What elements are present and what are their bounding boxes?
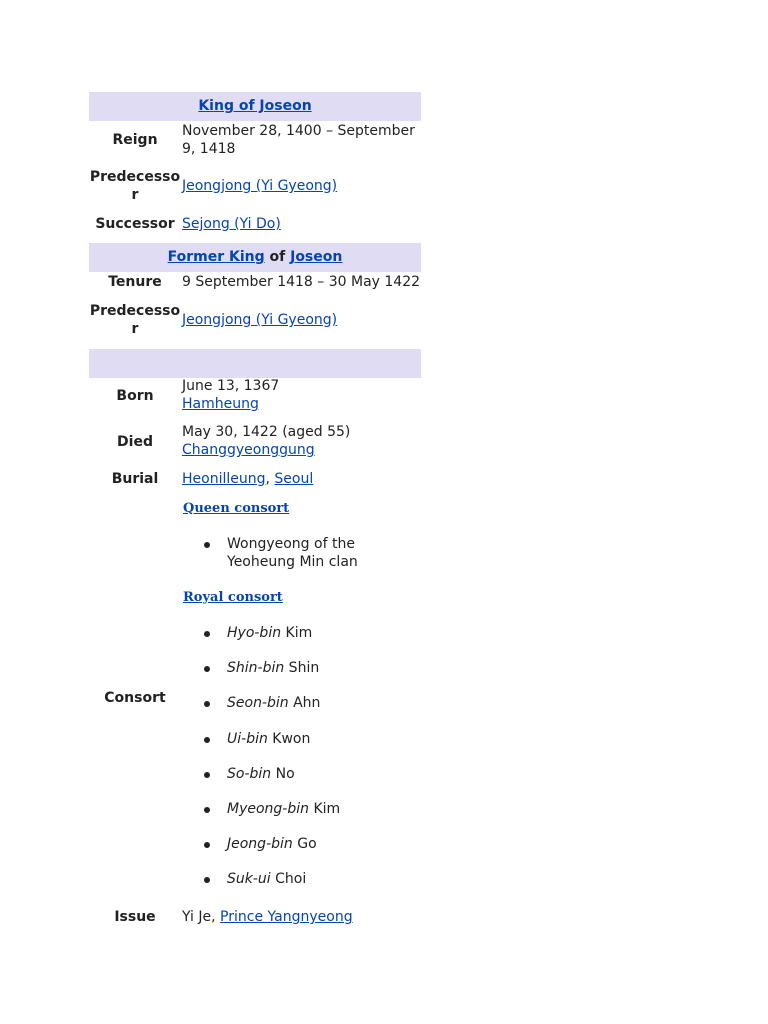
predecessor-value: [182, 177, 421, 195]
list-bullet: [204, 807, 210, 813]
queen-consort-heading[interactable]: Queen consort: [183, 501, 290, 516]
predecessor-label-2: Predecessor: [89, 303, 181, 337]
royal-consort-item: [227, 659, 421, 677]
list-bullet: [204, 631, 210, 637]
header-king-of-joseon: [89, 92, 421, 121]
consort-name: Choi: [270, 871, 307, 887]
burial-label: Burial: [111, 471, 159, 487]
issue-prefix: Yi Je,: [182, 909, 221, 925]
born-label: Born: [116, 388, 154, 404]
list-bullet: [204, 701, 210, 707]
royal-consort-item: [227, 694, 421, 712]
issue-row: [89, 908, 421, 928]
header-former-king: [89, 243, 421, 272]
burial-place2-link[interactable]: Seoul: [274, 471, 314, 487]
born-place-link[interactable]: Hamheung: [182, 396, 259, 412]
list-bullet: [204, 542, 210, 548]
list-bullet: [204, 737, 210, 743]
former-of-text: of: [264, 249, 291, 265]
died-label: Died: [117, 434, 153, 450]
consort-name: No: [271, 766, 295, 782]
issue-link[interactable]: Prince Yangnyeong: [220, 909, 353, 925]
consort-name: Kim: [281, 625, 313, 641]
list-bullet: [204, 877, 210, 883]
died-row: [89, 423, 421, 463]
consort-name: Go: [292, 836, 317, 852]
king-of-joseon-link[interactable]: King of Joseon: [198, 98, 312, 114]
consort-row: [89, 497, 421, 907]
royal-consort-item: [227, 624, 421, 642]
royal-consort-item: [227, 835, 421, 853]
list-bullet: [204, 772, 210, 778]
predecessor-link-2[interactable]: Jeongjong (Yi Gyeong): [182, 312, 338, 328]
successor-label: Successor: [95, 216, 175, 232]
reign-label: Reign: [112, 132, 158, 148]
consort-title: Ui-bin: [227, 731, 268, 747]
consort-title: Shin-bin: [227, 660, 285, 676]
born-date: June 13, 1367: [182, 378, 280, 394]
former-king-link[interactable]: Former King: [167, 249, 265, 265]
burial-place1-link[interactable]: Heonilleung: [182, 471, 266, 487]
tenure-value: 9 September 1418 – 30 May 1422: [182, 274, 421, 290]
consort-name: Kwon: [267, 731, 311, 747]
predecessor-value-2: [182, 311, 421, 329]
consort-title: Hyo-bin: [227, 625, 282, 641]
list-bullet: [204, 666, 210, 672]
consort-label: Consort: [104, 690, 166, 706]
royal-consort-item: [227, 870, 421, 888]
royal-consort-item: [227, 730, 421, 748]
successor-link[interactable]: Sejong (Yi Do): [182, 216, 281, 232]
queen-consort-item: Wongyeong of the Yeoheung Min clan: [227, 536, 358, 570]
died-value: [182, 423, 421, 459]
successor-value: [182, 215, 421, 233]
consort-name: Ahn: [288, 695, 321, 711]
joseon-link[interactable]: Joseon: [290, 249, 343, 265]
born-row: [89, 377, 421, 417]
died-date: May 30, 1422 (aged 55): [182, 424, 351, 440]
consort-name: Kim: [309, 801, 341, 817]
predecessor-link[interactable]: Jeongjong (Yi Gyeong): [182, 178, 338, 194]
consort-name: Shin: [284, 660, 320, 676]
predecessor-label: Predecessor: [89, 169, 181, 203]
issue-value: [182, 908, 421, 926]
tenure-row: [89, 272, 421, 292]
reign-value: November 28, 1400 – September 9, 1418: [182, 123, 415, 157]
successor-row: [89, 215, 421, 235]
tenure-label: Tenure: [108, 274, 162, 290]
burial-row: [89, 470, 421, 490]
list-bullet: [204, 842, 210, 848]
predecessor-row: [89, 168, 421, 206]
consort-title: Myeong-bin: [227, 801, 310, 817]
royal-consort-heading[interactable]: Royal consort: [183, 590, 283, 605]
consort-title: Seon-bin: [227, 695, 289, 711]
issue-label: Issue: [114, 909, 156, 925]
burial-separator: ,: [265, 471, 275, 487]
predecessor-row-2: [89, 302, 421, 340]
reign-row: [89, 121, 421, 161]
died-place-link[interactable]: Changgyeonggung: [182, 442, 315, 458]
born-value: [182, 377, 421, 413]
consort-title: Suk-ui: [227, 871, 271, 887]
royal-consort-item: [227, 800, 421, 818]
header-empty: [89, 349, 421, 378]
consort-title: So-bin: [227, 766, 272, 782]
burial-value: [182, 470, 421, 488]
consort-title: Jeong-bin: [227, 836, 293, 852]
royal-consort-item: [227, 765, 421, 783]
